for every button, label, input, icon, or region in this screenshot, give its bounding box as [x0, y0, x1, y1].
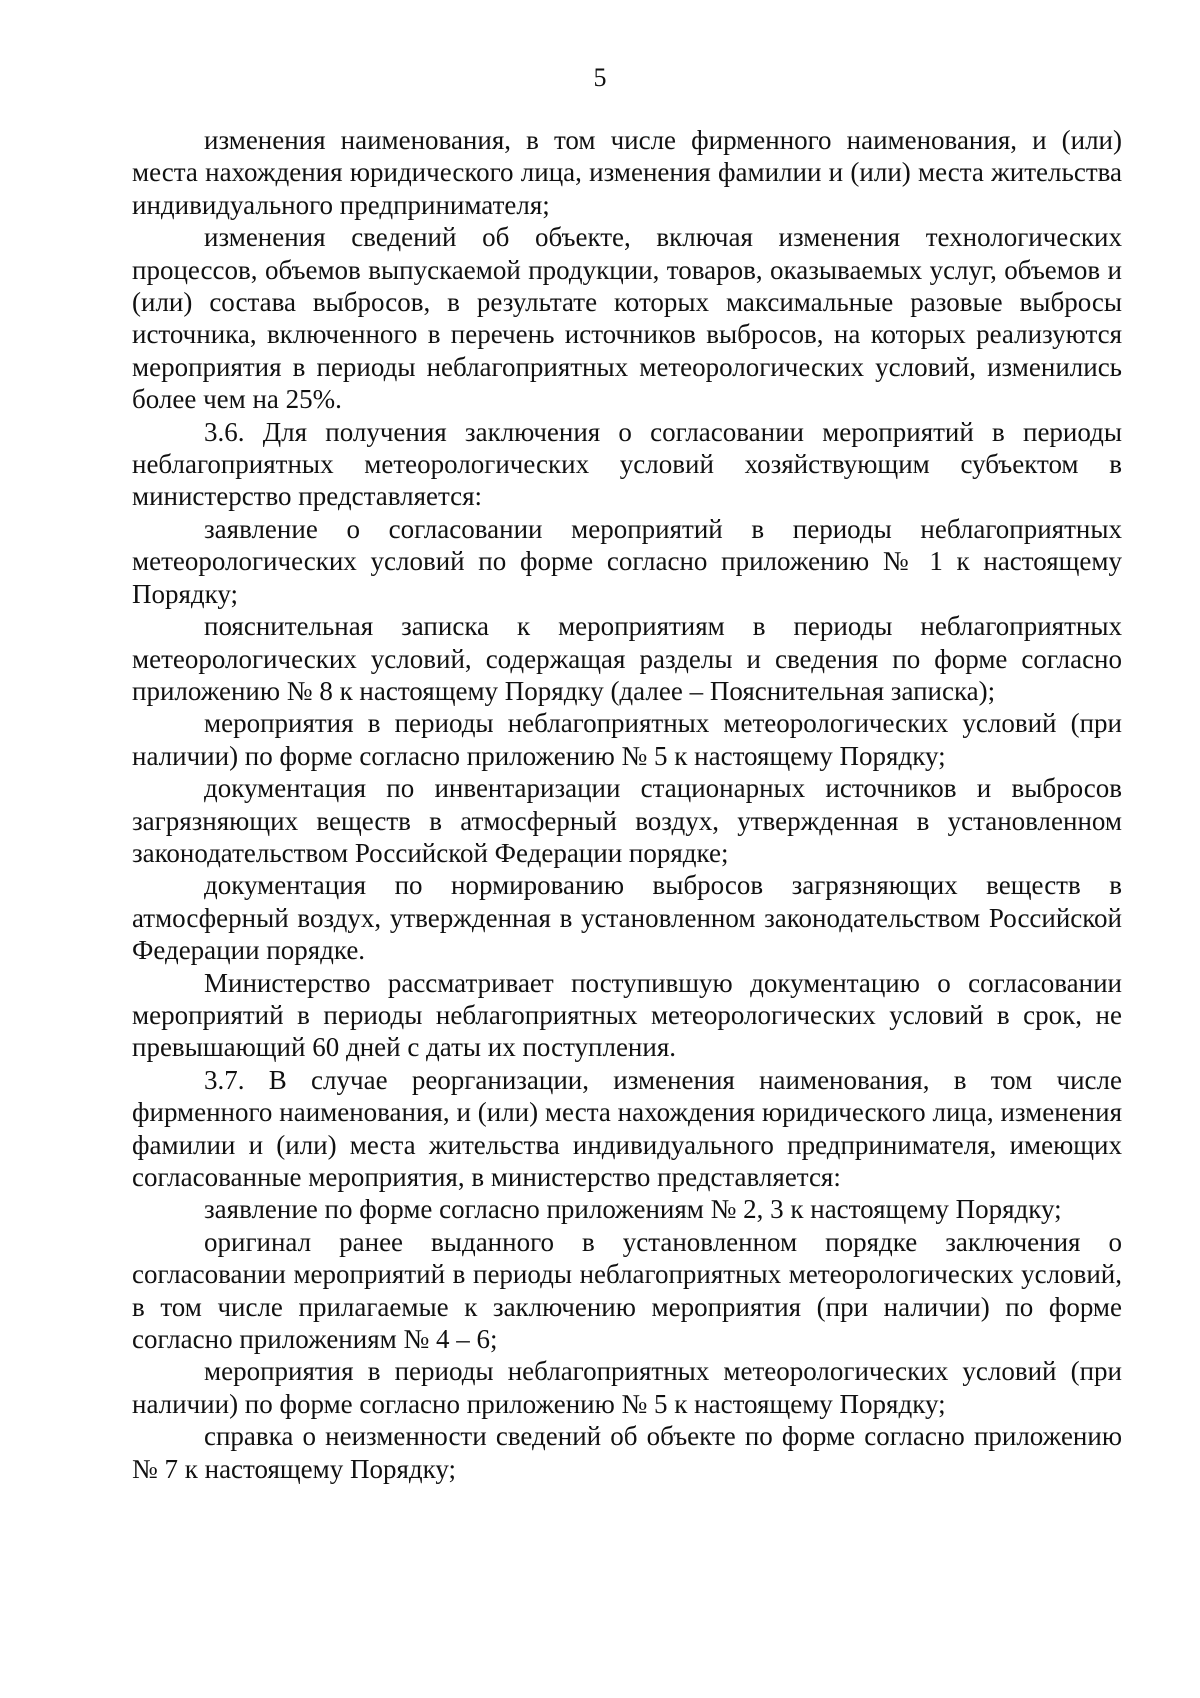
paragraph: пояснительная записка к мероприятиям в периоды неблагоприятных метеорологических условий, содержащая разделы и сведения по форме согласно приложению № 8 к настоящему Порядку (далее – Пояснительная записка); — [132, 611, 1122, 706]
paragraph: мероприятия в периоды неблагоприятных метеорологических условий (при наличии) по форме согласно приложению № 5 к настоящему Порядку; — [132, 1356, 1122, 1419]
paragraph: оригинал ранее выданного в установленном порядке заключения о согласовании мероприятий в периоды неблагоприятных метеорологических условий, в том числе прилагаемые к заключению мероприятия (при наличии) по форме согласно приложениям № 4 – 6; — [132, 1226, 1122, 1355]
paragraph-section-3-7: 3.7. В случае реорганизации, изменения наименования, в том числе фирменного наименования, и (или) места нахождения юридического лица, изменения фамилии и (или) места жительства индивидуального предпринимателя, имеющих согласованные мероприятия, в министерство представляется: — [132, 1064, 1122, 1192]
page-number: 5 — [593, 63, 607, 92]
paragraph: документация по инвентаризации стационарных источников и выбросов загрязняющих веществ в атмосферный воздух, утвержденная в установленном законодательством Российской Федерации порядке; — [132, 773, 1122, 868]
document-body — [132, 124, 1122, 1485]
paragraph: Министерство рассматривает поступившую документацию о согласовании мероприятий в периоды неблагоприятных метеорологических условий в срок, не превышающий 60 дней с даты их поступления. — [132, 967, 1122, 1063]
paragraph: заявление по форме согласно приложениям № 2, 3 к настоящему Порядку; — [204, 1194, 1062, 1225]
paragraph: изменения наименования, в том числе фирменного наименования, и (или) места нахождения юридического лица, изменения фамилии и (или) места жительства индивидуального предпринимателя; — [132, 125, 1122, 220]
paragraph: изменения сведений об объекте, включая изменения технологических процессов, объемов выпускаемой продукции, товаров, оказываемых услуг, объемов и (или) состава выбросов, в результате которых максимальные разовые выбросы источника, включенного в перечень источников выбросов, на которых реализуются мероприятия в периоды неблагоприятных метеорологических условий, изменились более чем на 25%. — [132, 222, 1122, 415]
paragraph-section-3-6: 3.6. Для получения заключения о согласовании мероприятий в периоды неблагоприятных метеорологических условий хозяйствующим субъектом в министерство представляется: — [132, 416, 1122, 512]
paragraph: мероприятия в периоды неблагоприятных метеорологических условий (при наличии) по форме согласно приложению № 5 к настоящему Порядку; — [132, 708, 1122, 771]
paragraph: справка о неизменности сведений об объекте по форме согласно приложению № 7 к настоящему Порядку; — [132, 1421, 1122, 1484]
paragraph: документация по нормированию выбросов загрязняющих веществ в атмосферный воздух, утвержденная в установленном законодательством Российской Федерации порядке. — [132, 870, 1122, 966]
paragraph: заявление о согласовании мероприятий в периоды неблагоприятных метеорологических условий по форме согласно приложению № 1 к настоящему Порядку; — [132, 513, 1122, 609]
